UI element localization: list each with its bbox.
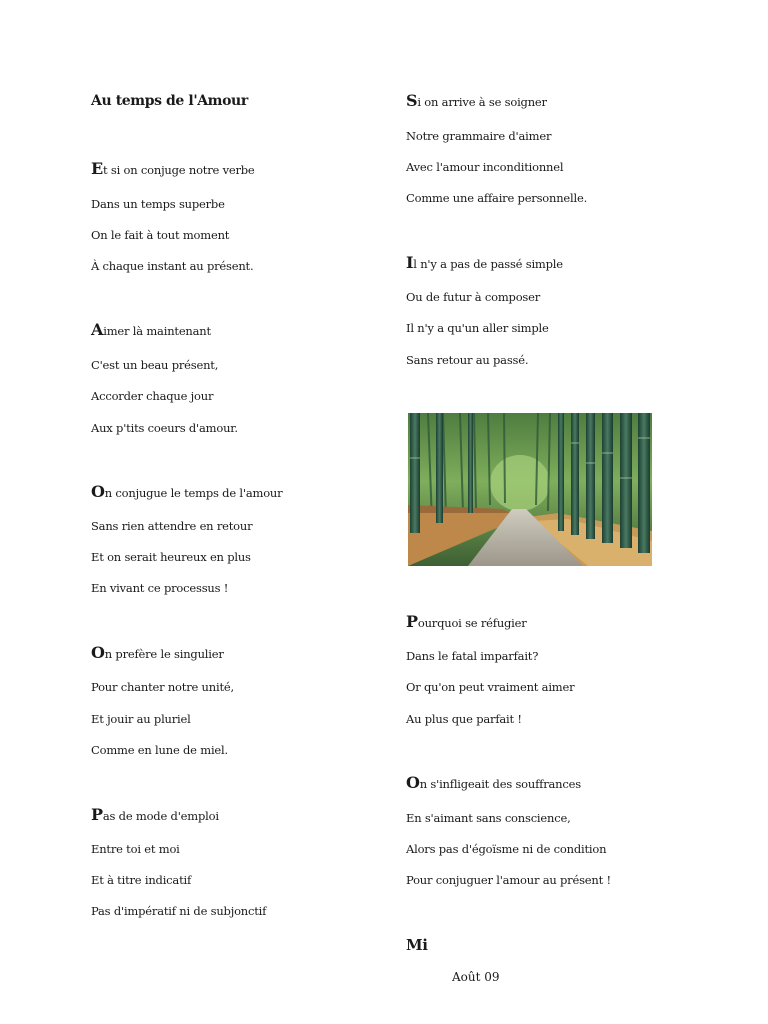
stanza-first-line <box>406 775 581 792</box>
verse-line: Alors pas d'égoïsme ni de condition <box>406 842 607 856</box>
verse-line: Et on serait heureux en plus <box>91 550 251 564</box>
poem-title: Au temps de l'Amour <box>91 93 248 109</box>
stanza-first-line <box>91 645 224 662</box>
verse-line: Comme une affaire personnelle. <box>406 191 588 205</box>
bamboo-forest-image <box>408 413 652 566</box>
stanza-first-line <box>91 484 282 501</box>
verse-line: Dans un temps superbe <box>91 197 225 211</box>
date-text: Août 09 <box>452 970 500 984</box>
verse-line: En vivant ce processus ! <box>91 581 229 595</box>
drop-letter: O <box>91 482 105 501</box>
drop-letter: S <box>406 91 418 110</box>
line-text: imer là maintenant <box>103 324 211 338</box>
line-text: as de mode d'emploi <box>102 809 219 823</box>
verse-line: Dans le fatal imparfait? <box>406 649 539 663</box>
verse-line: Entre toi et moi <box>91 842 180 856</box>
line-text: n conjugue le temps de l'amour <box>104 486 283 500</box>
stanza-first-line <box>406 255 563 272</box>
verse-line: À chaque instant au présent. <box>91 259 254 273</box>
line-text: n prefère le singulier <box>104 647 224 661</box>
drop-letter: A <box>91 320 104 339</box>
verse-line: Or qu'on peut vraiment aimer <box>406 680 575 694</box>
drop-letter: P <box>91 805 103 824</box>
drop-letter: I <box>406 253 414 272</box>
verse-line: Au plus que parfait ! <box>406 712 522 726</box>
verse-line: Pour conjuguer l'amour au présent ! <box>406 873 611 887</box>
line-text: t si on conjuge notre verbe <box>103 163 255 177</box>
verse-line: Notre grammaire d'aimer <box>406 129 552 143</box>
verse-line: Sans rien attendre en retour <box>91 519 253 533</box>
drop-letter: O <box>91 643 105 662</box>
line-text: n s'infligeait des souffrances <box>419 777 581 791</box>
drop-letter: E <box>91 159 103 178</box>
drop-letter: O <box>406 773 420 792</box>
verse-line: C'est un beau présent, <box>91 358 219 372</box>
verse-line: Comme en lune de miel. <box>91 743 228 757</box>
verse-line: En s'aimant sans conscience, <box>406 811 571 825</box>
drop-letter: P <box>406 612 418 631</box>
author-signature: Mi <box>406 936 428 954</box>
verse-line: Aux p'tits coeurs d'amour. <box>91 421 238 435</box>
verse-line: Avec l'amour inconditionnel <box>406 160 564 174</box>
verse-line: On le fait à tout moment <box>91 228 230 242</box>
stanza-first-line <box>406 93 547 110</box>
verse-line: Il n'y a qu'un aller simple <box>406 321 549 335</box>
stanza-first-line <box>91 322 211 339</box>
line-text: l n'y a pas de passé simple <box>413 257 563 271</box>
verse-line: Pour chanter notre unité, <box>91 680 234 694</box>
stanza-first-line <box>91 161 255 178</box>
line-text: ourquoi se réfugier <box>417 616 527 630</box>
verse-line: Ou de futur à composer <box>406 290 541 304</box>
verse-line: Pas d'impératif ni de subjonctif <box>91 904 267 918</box>
verse-line: Sans retour au passé. <box>406 353 529 367</box>
stanza-first-line <box>406 614 527 631</box>
verse-line: Accorder chaque jour <box>91 389 214 403</box>
verse-line: Et jouir au pluriel <box>91 712 191 726</box>
line-text: i on arrive à se soigner <box>417 95 547 109</box>
verse-line: Et à titre indicatif <box>91 873 192 887</box>
stanza-first-line <box>91 807 219 824</box>
